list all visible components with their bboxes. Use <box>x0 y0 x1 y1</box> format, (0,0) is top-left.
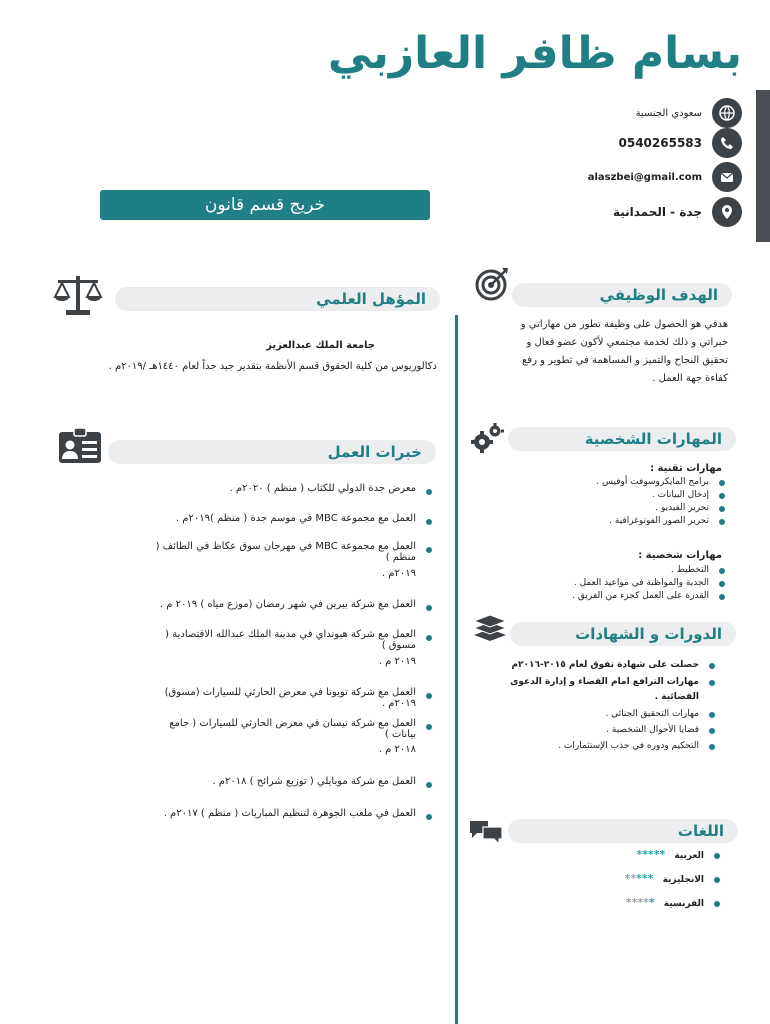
objective-line: خبراتي و ذلك لخدمة مجتمعي لأكون عضو فعال و <box>526 337 728 348</box>
personal-skills-title: مهارات شخصية : <box>638 550 722 561</box>
skill-item: برامج المايكروسوفت أوفيس . <box>495 476 725 489</box>
experience-continuation-text: ٢٠١٩ م . <box>378 656 416 667</box>
rating-stars <box>636 848 665 861</box>
experience-item: العمل مع شركة تويوتا في معرض الحارثي للسيارات (مسوق) ٢٠١٩م . <box>142 687 432 718</box>
experience-item: العمل مع مجموعة MBC في موسم جدة ( منظم )٢٠١٩م . <box>142 513 432 541</box>
technical-skills-title: مهارات تقنية : <box>650 463 722 474</box>
books-icon <box>472 613 508 643</box>
language-name: العربية <box>674 851 704 861</box>
experience-item-continued <box>142 656 432 687</box>
contact-nationality <box>562 96 742 130</box>
skill-item: تحرير الصور الفوتوغرافية . <box>495 515 725 528</box>
experience-item: العمل في ملعب الجوهرة لتنظيم المباريات ( منظم ) ٢٠١٧م . <box>142 808 432 836</box>
star-empty-icon: * <box>624 872 631 885</box>
language-name: الفرنسية <box>663 899 704 909</box>
column-divider <box>455 315 458 1024</box>
objective-line: كفاءة جهة العمل . <box>652 373 728 384</box>
section-title-education: المؤهل العلمي <box>115 287 440 311</box>
degree-detail: دكالوريوس من كلية الحقوق قسم الأنظمة بتقدير جيد جداً لعام ١٤٤٠هـ /٢٠١٩م . <box>108 361 437 372</box>
skill-item: الجدية والمواظبة في مواعيد العمل . <box>495 577 725 590</box>
section-title-courses: الدورات و الشهادات <box>510 622 736 646</box>
section-title-objective: الهدف الوظيفي <box>512 283 732 307</box>
objective-line: تحقيق النجاح والتميز و المساهمة في تطوير و رفع <box>521 355 728 366</box>
phone-text[interactable]: 0540265583 <box>618 136 702 150</box>
objective-text <box>514 316 728 388</box>
star-filled-icon: * <box>647 848 654 861</box>
experience-item: العمل مع شركة نيسان في معرض الحارثي للسيارات ( جامع بيانات ) <box>142 718 432 744</box>
star-filled-icon: * <box>641 872 648 885</box>
id-card-icon <box>58 428 102 464</box>
course-item: مهارات الترافع امام القضاء و إدارة الدعوى <box>470 676 715 691</box>
languages-list <box>520 843 720 915</box>
experience-item: معرض جدة الدولي للكتاب ( منظم ) ٢٠٢٠م . <box>142 483 432 513</box>
experience-item: العمل مع شركة هيونداي في مدينة الملك عبدالله الاقتصادية ( مسوق ) <box>142 629 432 656</box>
star-filled-icon: * <box>648 896 655 909</box>
skill-item: القدرة على العمل كجزء من الفريق . <box>495 590 725 603</box>
candidate-name: بسام ظافر العازبي <box>327 28 742 79</box>
course-item: حصلت على شهادة تفوق لعام ٢٠١٥-٢٠١٦م <box>470 659 715 676</box>
chat-bubbles-icon <box>468 818 504 846</box>
courses-list <box>470 659 715 756</box>
gears-icon <box>470 422 504 454</box>
contact-location <box>562 195 742 229</box>
experience-item-continued <box>142 744 432 776</box>
experience-item: العمل مع شركة بيرين في شهر رمضان (موزع مياه ) ٢٠١٩ م . <box>142 599 432 629</box>
star-filled-icon: * <box>647 872 654 885</box>
experience-list <box>142 483 432 836</box>
star-filled-icon: * <box>653 848 660 861</box>
contact-email <box>562 160 742 194</box>
star-empty-icon: * <box>630 872 637 885</box>
experience-continuation-text: ٢٠١٨ م . <box>378 744 416 755</box>
skill-item: التخطيط . <box>495 564 725 577</box>
course-continuation-text: القضائية . <box>654 692 699 702</box>
course-item: قضايا الأحوال الشخصية . <box>470 724 715 740</box>
language-item <box>520 867 720 891</box>
university-name: جامعة الملك عبدالعزيز <box>266 340 375 351</box>
language-item <box>520 891 720 915</box>
star-empty-icon: * <box>643 896 649 909</box>
experience-item-continued <box>142 568 432 599</box>
objective-line: هدفي هو الحصول على وظيفة تطور من مهاراتي و <box>520 319 728 330</box>
section-title-languages: اللغات <box>508 819 738 843</box>
section-title-skills: المهارات الشخصية <box>508 427 736 451</box>
degree-badge: خريج قسم قانون <box>100 190 430 220</box>
star-filled-icon: * <box>659 848 666 861</box>
experience-item: العمل مع شركة موبايلي ( توزيع شرائح ) ٢٠١٨م . <box>142 776 432 808</box>
course-item-continued <box>470 691 715 708</box>
rating-stars <box>625 872 654 885</box>
language-name: الانجليزية <box>662 875 704 885</box>
contact-phone <box>562 126 742 160</box>
rating-stars <box>626 896 655 909</box>
scales-icon <box>52 272 104 318</box>
skill-item: إدخال البيانات . <box>495 489 725 502</box>
star-empty-icon: * <box>625 896 632 909</box>
skill-item: تحرير الفيديو . <box>495 502 725 515</box>
technical-skills-list <box>495 476 725 528</box>
course-item: مهارات التحقيق الجنائي . <box>470 708 715 724</box>
star-filled-icon: * <box>636 872 642 885</box>
star-filled-icon: * <box>642 848 648 861</box>
location-pin-icon <box>712 197 742 227</box>
phone-icon <box>712 128 742 158</box>
experience-continuation-text: ٢٠١٩م . <box>381 568 416 579</box>
nationality-text: سعودي الجنسية <box>635 107 702 119</box>
personal-skills-list <box>495 564 725 603</box>
star-filled-icon: * <box>636 848 643 861</box>
mail-icon <box>712 162 742 192</box>
course-item: التحكيم ودوره في جذب الإستثمارات . <box>470 740 715 756</box>
language-item <box>520 843 720 867</box>
globe-icon <box>712 98 742 128</box>
target-icon <box>474 266 510 302</box>
section-title-experience: خبرات العمل <box>108 440 436 464</box>
star-empty-icon: * <box>631 896 638 909</box>
header-side-bar <box>756 90 770 242</box>
star-empty-icon: * <box>637 896 644 909</box>
email-text[interactable]: alaszbei@gmail.com <box>587 171 702 183</box>
location-text: جدة - الحمدانية <box>612 205 702 219</box>
experience-item: العمل مع مجموعة MBC في مهرجان سوق عكاظ في الطائف ( منظم ) <box>142 541 432 568</box>
